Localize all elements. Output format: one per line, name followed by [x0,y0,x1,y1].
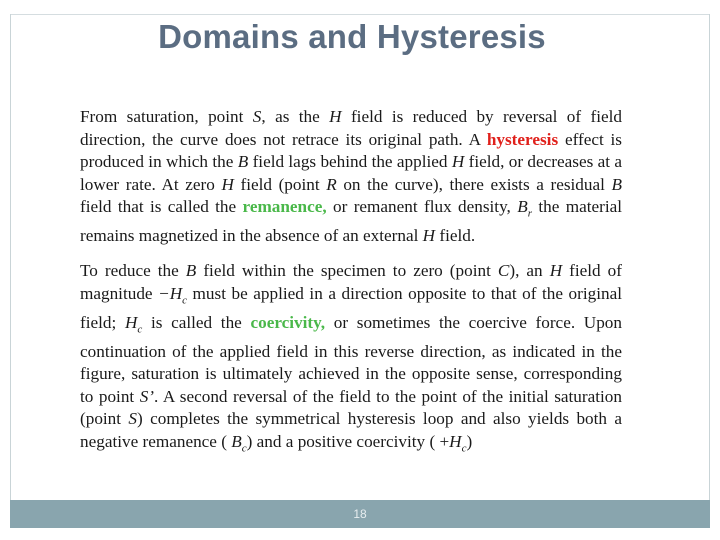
slide-title: Domains and Hysteresis [158,18,546,55]
text: the material remains magnetized in the absence of an external [80,197,622,246]
text: field that is called the [80,197,243,217]
symbol-H: H [549,261,563,280]
text: ) completes the symmetrical hysteresis loop and also yields both a negative remanence ( [80,409,622,452]
symbol-Bc [231,432,247,455]
text: or remanent flux density, [326,197,518,217]
text: ), an [509,261,550,280]
symbol-Br-base: B [517,197,528,217]
symbol-C: C [497,261,510,280]
symbol-Br-sub: r [527,207,532,220]
text: field within the specimen to zero (point [196,261,498,280]
term-hysteresis: hysteresis [486,129,559,149]
text: field lags behind the applied [248,152,452,172]
symbol-B: B [185,261,197,280]
text: is called the [142,312,251,332]
symbol-Br [517,197,532,220]
term-remanence: remanence, [242,197,327,217]
symbol-neg-Hc-base: −H [158,283,183,303]
page-number: 18 [353,507,367,521]
symbol-Hc-sub: c [137,323,143,336]
symbol-H: H [451,152,465,172]
symbol-Hc [124,312,143,336]
text: field (point [233,174,327,194]
paragraph-coercivity [80,260,622,460]
text: on the curve), there exists a residual [336,174,612,194]
text: field is reduced by reversal of field direction, the curve does not retrace its original path. A [80,107,622,149]
symbol-neg-Hc [158,283,188,307]
text: . A second reversal of the field to the point of the initial saturation (point [80,386,622,429]
symbol-H: H [422,226,436,246]
text: To reduce the [80,261,186,280]
text: ) and a positive coercivity ( + [246,432,450,452]
symbol-S-prime: S’ [139,386,155,406]
symbol-pos-Hc-base: H [449,432,462,452]
symbol-Bc-sub: c [241,442,247,455]
paragraph-remanence [80,106,622,248]
frame-right-border [709,14,710,500]
text: ) [466,432,473,452]
text: From saturation, point [80,107,253,126]
text: field, or decreases at a lower rate. At zero [80,152,622,194]
symbol-Hc-base: H [124,312,138,332]
symbol-B: B [611,174,622,194]
text: field. [435,226,476,246]
symbol-pos-Hc-sub: c [461,442,467,455]
symbol-S: S [252,107,262,126]
symbol-R: R [326,174,337,194]
frame-top-border [10,14,710,15]
symbol-S: S [128,409,138,429]
text: or sometimes the coercive force. Upon continuation of the applied field in this reverse direction, as indicated in the figure, saturation is ultimately achieved in the opposite sense, corresponding to point [80,312,622,406]
symbol-Bc-base: B [231,432,242,452]
text: field of magnitude [80,261,622,303]
frame-left-border [10,14,11,500]
slide-body [80,106,622,460]
text: effect is produced in which the [80,129,622,172]
text: must be applied in a direction opposite to that of the original field; [80,283,623,332]
symbol-H: H [221,174,234,194]
term-coercivity: coercivity, [250,312,326,332]
text: , as the [261,107,330,126]
symbol-pos-Hc [449,432,467,455]
symbol-neg-Hc-sub: c [182,294,188,307]
symbol-H: H [329,107,342,126]
symbol-B: B [237,152,249,172]
